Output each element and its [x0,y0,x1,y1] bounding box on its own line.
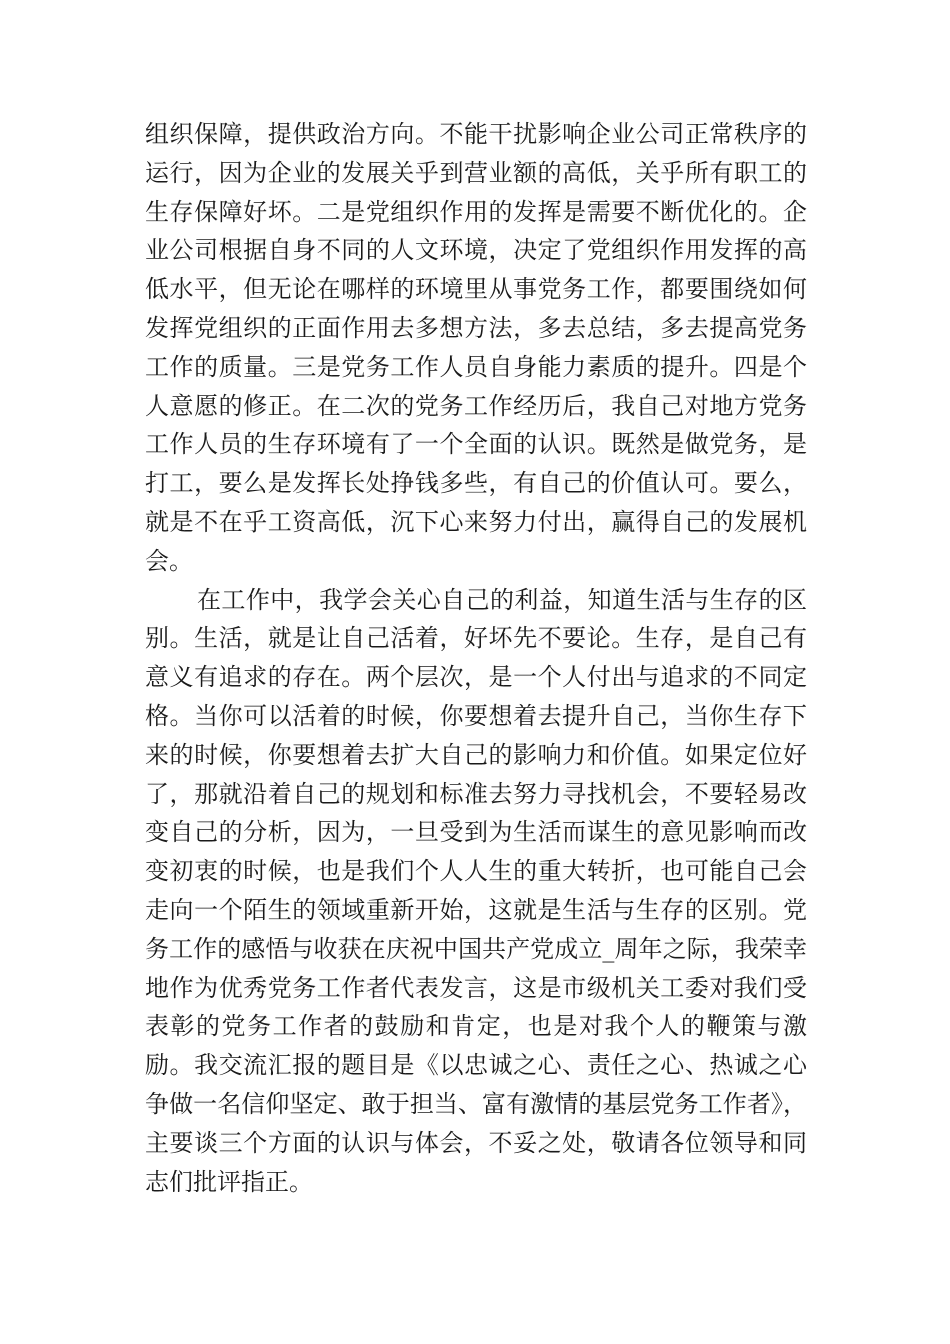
paragraph-2: 在工作中，我学会关心自己的利益，知道生活与生存的区别。生活，就是让自己活着，好坏先不要论。生存，是自己有意义有追求的存在。两个层次，是一个人付出与追求的不同定格。当你可以活着的时候，你要想着去提升自己，当你生存下来的时候，你要想着去扩大自己的影响力和价值。如果定位好了，那就沿着自己的规划和标准去努力寻找机会，不要轻易改变自己的分析，因为，一旦受到为生活而谋生的意见影响而改变初衷的时候，也是我们个人人生的重大转折，也可能自己会走向一个陌生的领域重新开始，这就是生活与生存的区别。党务工作的感悟与收获在庆祝中国共产党成立_周年之际，我荣幸地作为优秀党务工作者代表发言，这是市级机关工委对我们受表彰的党务工作者的鼓励和肯定，也是对我个人的鞭策与激励。我交流汇报的题目是《以忠诚之心、责任之心、热诚之心争做一名信仰坚定、敢于担当、富有激情的基层党务工作者》，主要谈三个方面的认识与体会，不妥之处，敬请各位领导和同志们批评指正。 [145,585,807,1196]
paragraph-1: 组织保障，提供政治方向。不能干扰影响企业公司正常秩序的运行，因为企业的发展关乎到营业额的高低，关乎所有职工的生存保障好坏。二是党组织作用的发挥是需要不断优化的。企业公司根据自身不同的人文环境，决定了党组织作用发挥的高低水平，但无论在哪样的环境里从事党务工作，都要围绕如何发挥党组织的正面作用去多想方法，多去总结，多去提高党务工作的质量。三是党务工作人员自身能力素质的提升。四是个人意愿的修正。在二次的党务工作经历后，我自己对地方党务工作人员的生存环境有了一个全面的认识。既然是做党务，是打工，要么是发挥长处挣钱多些，有自己的价值认可。要么，就是不在乎工资高低，沉下心来努力付出，赢得自己的发展机会。 [145,120,807,575]
document-body [145,115,807,1201]
